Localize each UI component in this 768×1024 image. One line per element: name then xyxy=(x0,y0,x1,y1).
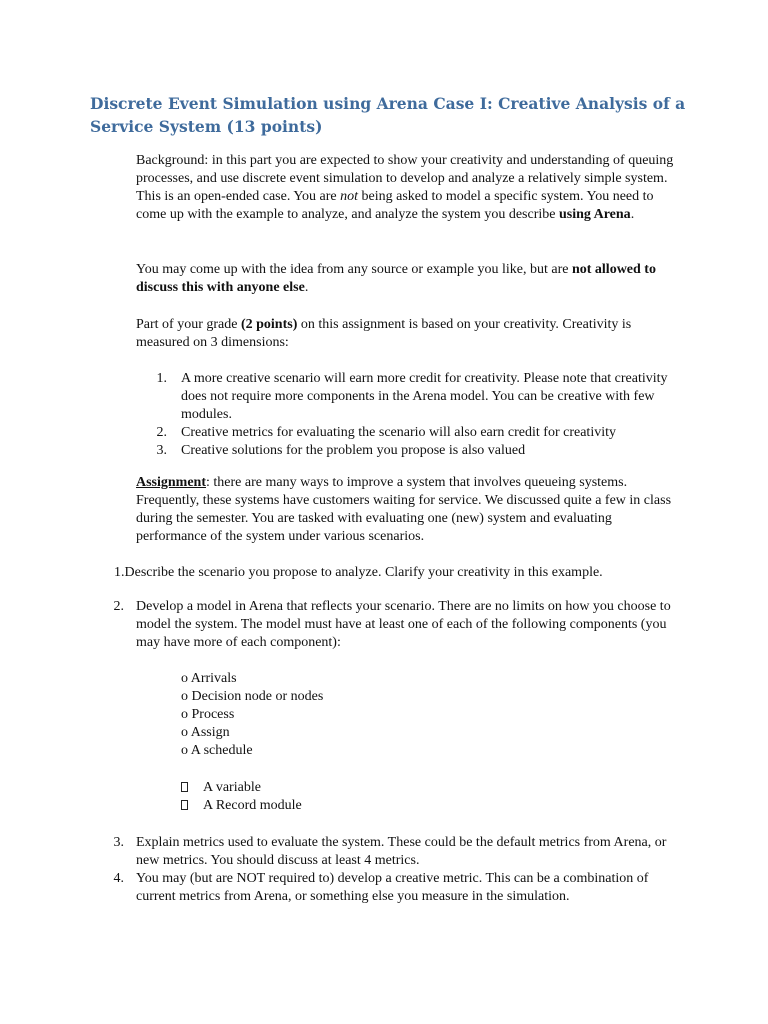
background-emphasis: not xyxy=(340,189,359,204)
extra-components-list xyxy=(181,779,302,815)
list-number: 2. xyxy=(113,599,124,614)
list-item xyxy=(0,598,676,652)
source-bold: not allowed to discuss this with anyone else xyxy=(136,262,656,295)
background-paragraph xyxy=(136,152,676,224)
document-title: Discrete Event Simulation using Arena Case I: Creative Analysis of a Service System (13 points) xyxy=(90,94,686,136)
list-number: 4. xyxy=(113,871,124,886)
steps-3-4-list xyxy=(0,834,676,906)
list-number: 3. xyxy=(156,443,167,458)
list-item xyxy=(0,834,676,870)
component-item: o Arrivals xyxy=(181,671,237,686)
background-text: Background: in this part you are expected to show your creativity and understanding of queuing processes, and use discrete event simulation to develop and analyze a relatively simple system. This is an open-ended case. You are xyxy=(136,153,674,204)
list-number: 1. xyxy=(156,371,167,386)
component-item: o Assign xyxy=(181,725,230,740)
creativity-criteria-list xyxy=(0,370,676,460)
list-number: 3. xyxy=(113,835,124,850)
list-item xyxy=(0,442,676,460)
components-list xyxy=(181,670,323,760)
component-item: o Process xyxy=(181,707,235,722)
component-item xyxy=(181,779,302,797)
list-number: 2. xyxy=(156,425,167,440)
source-paragraph xyxy=(136,261,676,297)
step-2-list xyxy=(0,598,676,652)
background-end: . xyxy=(630,207,635,222)
component-item: o Decision node or nodes xyxy=(181,689,324,704)
grade-paragraph xyxy=(136,316,676,352)
missing-glyph-box-icon xyxy=(181,782,188,792)
list-text: Develop a model in Arena that reflects your scenario. There are no limits on how you choose to model the system. The model must have at least one of each of the following components (you may have more of each component): xyxy=(136,599,671,650)
source-end: . xyxy=(304,280,309,295)
list-text: Creative metrics for evaluating the scenario will also earn credit for creativity xyxy=(181,425,616,440)
component-text: A variable xyxy=(203,780,261,795)
list-item xyxy=(0,370,676,424)
background-text-2: being asked to model a specific system. You need to come up with the example to analyze, and analyze the system you describe xyxy=(136,189,654,222)
component-item xyxy=(181,797,302,815)
assignment-paragraph xyxy=(136,474,676,546)
list-text: A more creative scenario will earn more credit for creativity. Please note that creativity does not require more components in the Arena model. You can be creative with few modules. xyxy=(181,371,668,422)
list-text: Explain metrics used to evaluate the system. These could be the default metrics from Arena, or new metrics. You should discuss at least 4 metrics. xyxy=(136,835,667,868)
component-text: A Record module xyxy=(203,798,302,813)
list-text: Creative solutions for the problem you propose is also valued xyxy=(181,443,526,458)
assignment-label: Assignment xyxy=(136,475,207,490)
assignment-text: : there are many ways to improve a system that involves queueing systems. Frequently, these systems have customers waiting for service. We discussed quite a few in class during the semester. You are tasked with evaluating one (new) system and evaluating performance of the system under various scenarios. xyxy=(136,475,672,544)
list-text: You may (but are NOT required to) develop a creative metric. This can be a combination of current metrics from Arena, or something else you measure in the simulation. xyxy=(136,871,649,904)
list-item xyxy=(0,424,676,442)
background-bold: using Arena xyxy=(558,207,631,222)
missing-glyph-box-icon xyxy=(181,800,188,810)
grade-text: Part of your grade xyxy=(136,317,241,332)
list-item xyxy=(0,870,676,906)
step-1: 1.Describe the scenario you propose to analyze. Clarify your creativity in this example. xyxy=(114,565,603,580)
grade-text-2: on this assignment is based on your creativity. Creativity is measured on 3 dimensions: xyxy=(136,317,632,350)
source-text: You may come up with the idea from any source or example you like, but are xyxy=(136,262,572,277)
component-item: o A schedule xyxy=(181,743,253,758)
grade-bold: (2 points) xyxy=(240,317,298,332)
